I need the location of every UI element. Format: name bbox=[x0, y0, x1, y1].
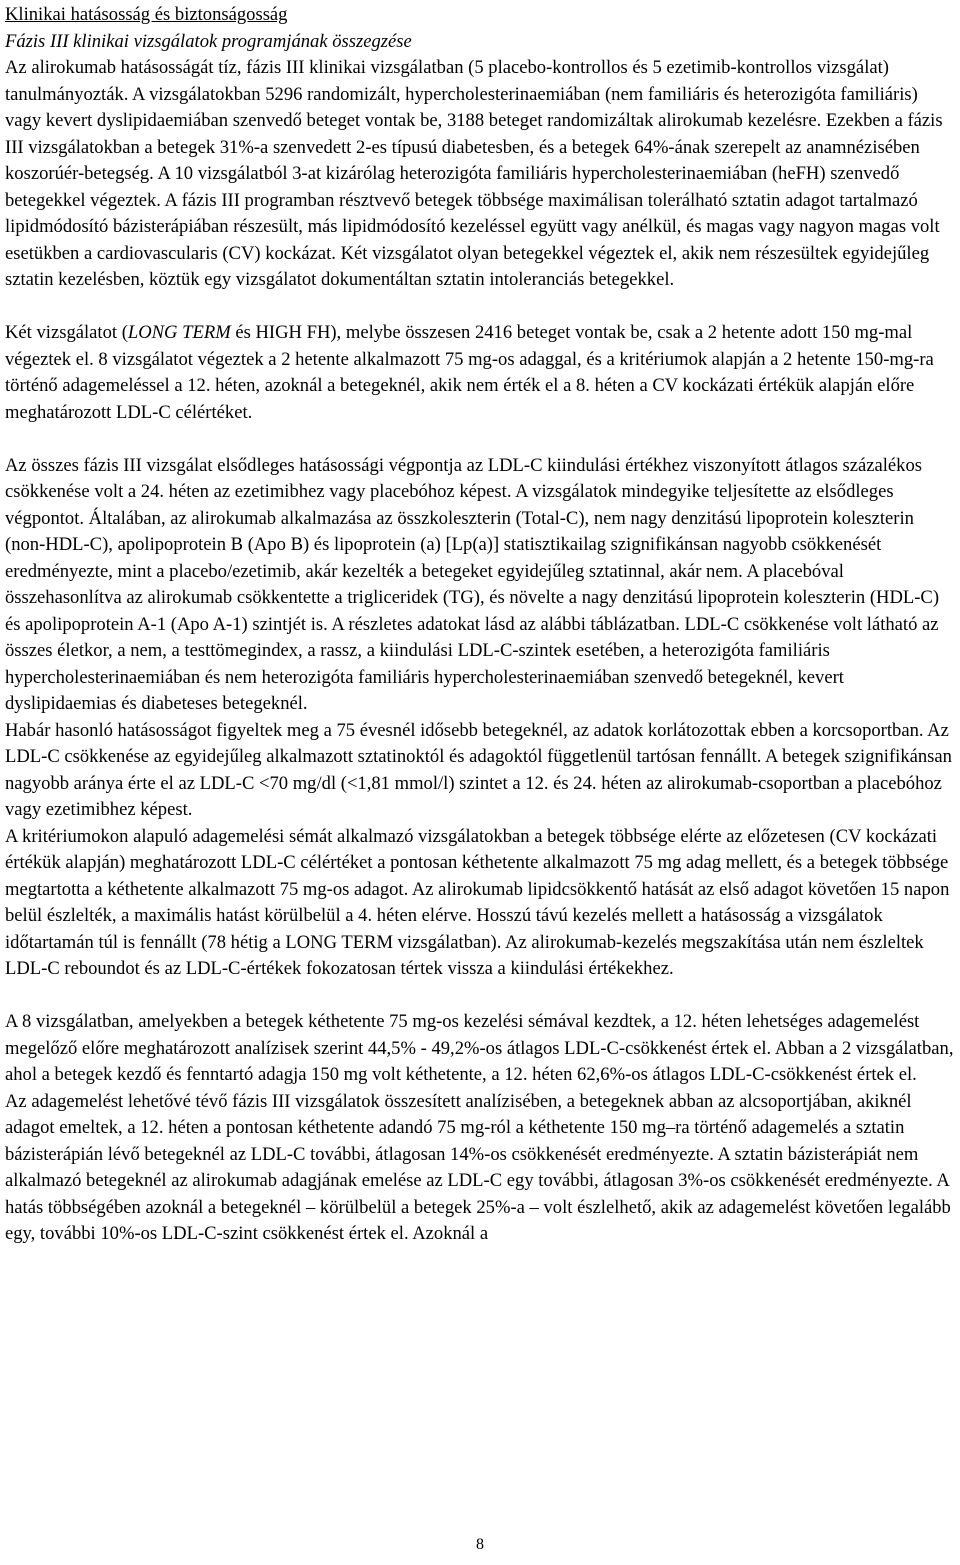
document-page bbox=[5, 2, 957, 1248]
study-name-long-term: LONG TERM bbox=[127, 322, 231, 343]
paragraph-dosing-text-b: és HIGH FH), melybe összesen 2416 beteget vontak be, csak a 2 hetente adott 150 mg-mal végeztek el. 8 vizsgálatot végeztek a 2 hetente alkalmazott 75 mg-os adaggal, és a kritériumok alapján a 2 hetente 150-mg-ra történő adagemeléssel a 12. héten, azoknál a betegeknél, akik nem érték el a 8. héten a CV kockázati értékük alapján előre meghatározott LDL-C célértéket. bbox=[5, 322, 934, 423]
paragraph-dose-escalation: A kritériumokon alapuló adagemelési sémát alkalmazó vizsgálatokban a betegek többsége elérte az előzetesen (CV kockázati értékük alapján) meghatározott LDL-C célértéket a pontosan kéthetente alkalmazott 75 mg adag mellett, és a betegek többsége megtartotta a kéthetente alkalmazott 75 mg-os adagot. Az alirokumab lipidcsökkentő hatását az első adagot követően 15 napon belül észlelték, a maximális hatást körülbelül a 4. héten elérve. Hosszú távú kezelés mellett a hatásosság a vizsgálatok időtartamán túl is fennállt (78 hétig a LONG TERM vizsgálatban). Az alirokumab-kezelés megszakítása után nem észleltek LDL-C reboundot és az LDL-C-értékek fokozatosan tértek vissza a kiindulási értékekhez. bbox=[5, 825, 950, 979]
paragraph-pooled-analysis: Az adagemelést lehetővé tévő fázis III vizsgálatok összesített analízisében, a betegeknek abban az alcsoportjában, akiknél adagot emeltek, a 12. héten a pontosan kéthetente adandó 75 mg-ról a kéthetente 150 mg–ra történő adagemelés a sztatin bázisterápián lévő betegeknél az LDL-C további, átlagosan 14%-os csökkenését eredményezte. A sztatin bázisterápiát nem alkalmazó betegeknél az alirokumab adagjának emelése az LDL-C egy további, átlagosan 3%-os csökkenését eredményezte. A hatás többségében azoknál a betegeknél – körülbelül a betegek 25%-a – volt észlelhető, akik az adagemelést követően legalább egy, további 10%-os LDL-C-szint csökkenést értek el. Azoknál a bbox=[5, 1090, 951, 1244]
page-number: 8 bbox=[476, 1536, 484, 1553]
paragraph-dosing-studies bbox=[5, 320, 957, 426]
section-heading: Klinikai hatásosság és biztonságosság bbox=[5, 4, 288, 25]
paragraph-primary-endpoint: Az összes fázis III vizsgálat elsődleges hatásossági végpontja az LDL-C kiindulási értékhez viszonyított átlagos százalékos csökkenése volt a 24. héten az ezetimibhez vagy placebóhoz képest. A vizsgálatok mindegyike teljesítette az elsődleges végpontot. Általában, az alirokumab alkalmazása az összkoleszterin (Total-C), nem nagy denzitású lipoprotein koleszterin (non-HDL-C), apolipoprotein B (Apo B) és lipoprotein (a) [Lp(a)] statisztikailag szignifikánsan nagyobb csökkenését eredményezte, mint a placebo/ezetimib, akár kezelték a betegeket egyidejűleg sztatinnal, akár nem. A placebóval összehasonlítva az alirokumab csökkentette a trigliceridek (TG), és növelte a nagy denzitású lipoprotein koleszterin (HDL-C) és apolipoprotein A-1 (Apo A-1) szintjét is. A részletes adatokat lásd az alábbi táblázatban. LDL-C csökkenése volt látható az összes életkor, a nem, a testtömegindex, a rassz, a kiindulási LDL-C-szintek esetében, a heterozigóta familiáris hypercholesterinaemiában és nem heterozigóta familiáris hypercholesterinaemiában szenvedő betegeknél, kevert dyslipidaemias és diabeteses betegeknél. bbox=[5, 454, 940, 714]
paragraph-elderly-efficacy: Habár hasonló hatásosságot figyeltek meg a 75 évesnél idősebb betegeknél, az adatok korlátozottak ebben a korcsoportban. Az LDL-C csökkenése az egyidejűleg alkalmazott sztatinoktól és adagoktól függetlenül tartósan fennállt. A betegek szignifikánsan nagyobb aránya érte el az LDL-C <70 mg/dl (<1,81 mmol/l) szintet a 12. és 24. héten az alirokumab-csoportban a placebóhoz vagy ezetimibhez képest. bbox=[5, 719, 952, 820]
section-subheading: Fázis III klinikai vizsgálatok programjának összegzése bbox=[5, 30, 412, 52]
paragraph-program-summary: Az alirokumab hatásosságát tíz, fázis III klinikai vizsgálatban (5 placebo-kontrollos és 5 ezetimib-kontrollos vizsgálat) tanulmányozták. A vizsgálatokban 5296 randomizált, hypercholesterinaemiában (nem familiáris és heterozigóta familiáris) vagy kevert dyslipidaemiában szenvedő beteget vontak be, 3188 beteget randomizáltak alirokumab kezelésre. Ezekben a fázis III vizsgálatokban a betegek 31%-a szenvedett 2-es típusú diabetesben, és a betegek 64%-ának szerepelt az anamnézisében koszorúér-betegség. A 10 vizsgálatból 3-at kizárólag heterozigóta familiáris hypercholesterinaemiában (heFH) szenvedő betegekkel végeztek. A fázis III programban résztvevő betegek többsége maximálisan tolerálható sztatin adagot tartalmazó lipidmódosító bázisterápiában részesült, más lipidmódosító kezeléssel együtt vagy anélkül, és magas vagy nagyon magas volt esetükben a cardiovascularis (CV) kockázat. Két vizsgálatot olyan betegekkel végeztek el, akik nem részesültek egyidejűleg sztatin kezelésben, köztük egy vizsgálatot dokumentáltan sztatin intoleranciás betegekkel. bbox=[5, 57, 943, 290]
paragraph-dosing-text-a: Két vizsgálatot ( bbox=[5, 322, 128, 343]
paragraph-ldl-reduction: A 8 vizsgálatban, amelyekben a betegek kéthetente 75 mg-os kezelési sémával kezdtek, a 12. héten lehetséges adagemelést megelőző előre meghatározott analízisek szerint 44,5% - 49,2%-os átlagos LDL-C-csökkenést értek el. Abban a 2 vizsgálatban, ahol a betegek kezdő és fenntartó adagja 150 mg volt kéthetente, a 12. héten 62,6%-os átlagos LDL-C-csökkenést értek el. bbox=[5, 1011, 954, 1085]
